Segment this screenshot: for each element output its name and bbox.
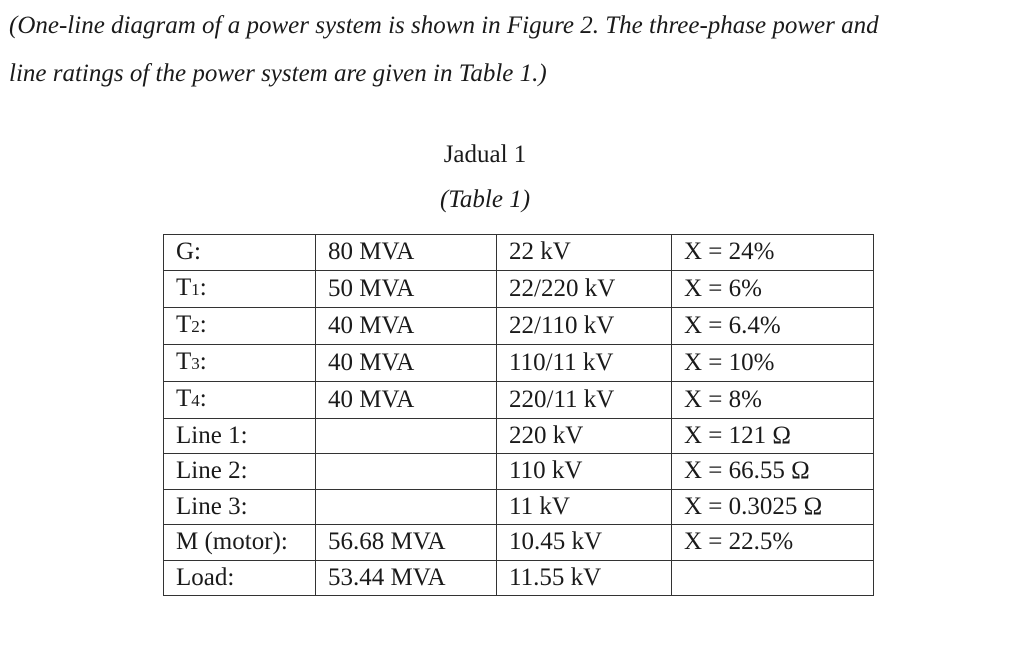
component-cell <box>164 344 316 381</box>
power-cell: 80 MVA <box>316 235 497 271</box>
table-row <box>164 489 874 525</box>
component-cell: Line 3: <box>164 489 316 525</box>
component-index: 1 <box>191 279 200 299</box>
component-cell <box>164 381 316 418</box>
voltage-cell: 22/220 kV <box>497 270 672 307</box>
component-index: 4 <box>191 390 200 410</box>
table-row <box>164 560 874 596</box>
ratings-table <box>163 234 874 596</box>
table-title: Jadual 1 <box>443 141 527 168</box>
power-cell: 40 MVA <box>316 344 497 381</box>
table-row <box>164 525 874 561</box>
component-cell: G: <box>164 235 316 271</box>
component-index: 3 <box>191 353 200 373</box>
component-cell: Load: <box>164 560 316 596</box>
reactance-cell <box>672 560 874 596</box>
power-cell <box>316 454 497 490</box>
component-letter: T <box>176 310 192 338</box>
table-row <box>164 381 874 418</box>
component-cell <box>164 270 316 307</box>
table-row <box>164 344 874 381</box>
power-cell: 40 MVA <box>316 381 497 418</box>
reactance-cell: X = 0.3025 Ω <box>672 489 874 525</box>
voltage-cell: 10.45 kV <box>497 525 672 561</box>
voltage-cell: 11 kV <box>497 489 672 525</box>
reactance-cell: X = 6.4% <box>672 307 874 344</box>
component-letter: T <box>176 384 192 412</box>
table-row <box>164 307 874 344</box>
power-cell: 50 MVA <box>316 270 497 307</box>
table-row <box>164 418 874 454</box>
power-cell <box>316 418 497 454</box>
power-cell: 40 MVA <box>316 307 497 344</box>
voltage-cell: 110 kV <box>497 454 672 490</box>
table-row <box>164 454 874 490</box>
component-cell: M (motor): <box>164 525 316 561</box>
power-cell: 53.44 MVA <box>316 560 497 596</box>
voltage-cell: 22/110 kV <box>497 307 672 344</box>
voltage-cell: 11.55 kV <box>497 560 672 596</box>
component-cell: Line 1: <box>164 418 316 454</box>
intro-line-1: (One-line diagram of a power system is shown in Figure 2. The three-phase power and <box>9 12 879 39</box>
component-index: 2 <box>191 316 200 336</box>
reactance-cell: X = 24% <box>672 235 874 271</box>
table-row <box>164 235 874 271</box>
component-colon: : <box>199 273 207 301</box>
reactance-cell: X = 22.5% <box>672 525 874 561</box>
voltage-cell: 110/11 kV <box>497 344 672 381</box>
reactance-cell: X = 6% <box>672 270 874 307</box>
component-colon: : <box>199 384 207 412</box>
reactance-cell: X = 121 Ω <box>672 418 874 454</box>
reactance-cell: X = 66.55 Ω <box>672 454 874 490</box>
component-cell: Line 2: <box>164 454 316 490</box>
intro-paragraph <box>9 2 1009 98</box>
component-cell <box>164 307 316 344</box>
component-colon: : <box>199 347 207 375</box>
component-colon: : <box>199 310 207 338</box>
reactance-cell: X = 10% <box>672 344 874 381</box>
voltage-cell: 220 kV <box>497 418 672 454</box>
intro-line-2: line ratings of the power system are given in Table 1.) <box>9 60 547 87</box>
component-letter: T <box>176 347 192 375</box>
voltage-cell: 22 kV <box>497 235 672 271</box>
component-letter: T <box>176 273 192 301</box>
power-cell: 56.68 MVA <box>316 525 497 561</box>
table-row <box>164 270 874 307</box>
reactance-cell: X = 8% <box>672 381 874 418</box>
power-cell <box>316 489 497 525</box>
table-subtitle: (Table 1) <box>439 186 531 213</box>
voltage-cell: 220/11 kV <box>497 381 672 418</box>
